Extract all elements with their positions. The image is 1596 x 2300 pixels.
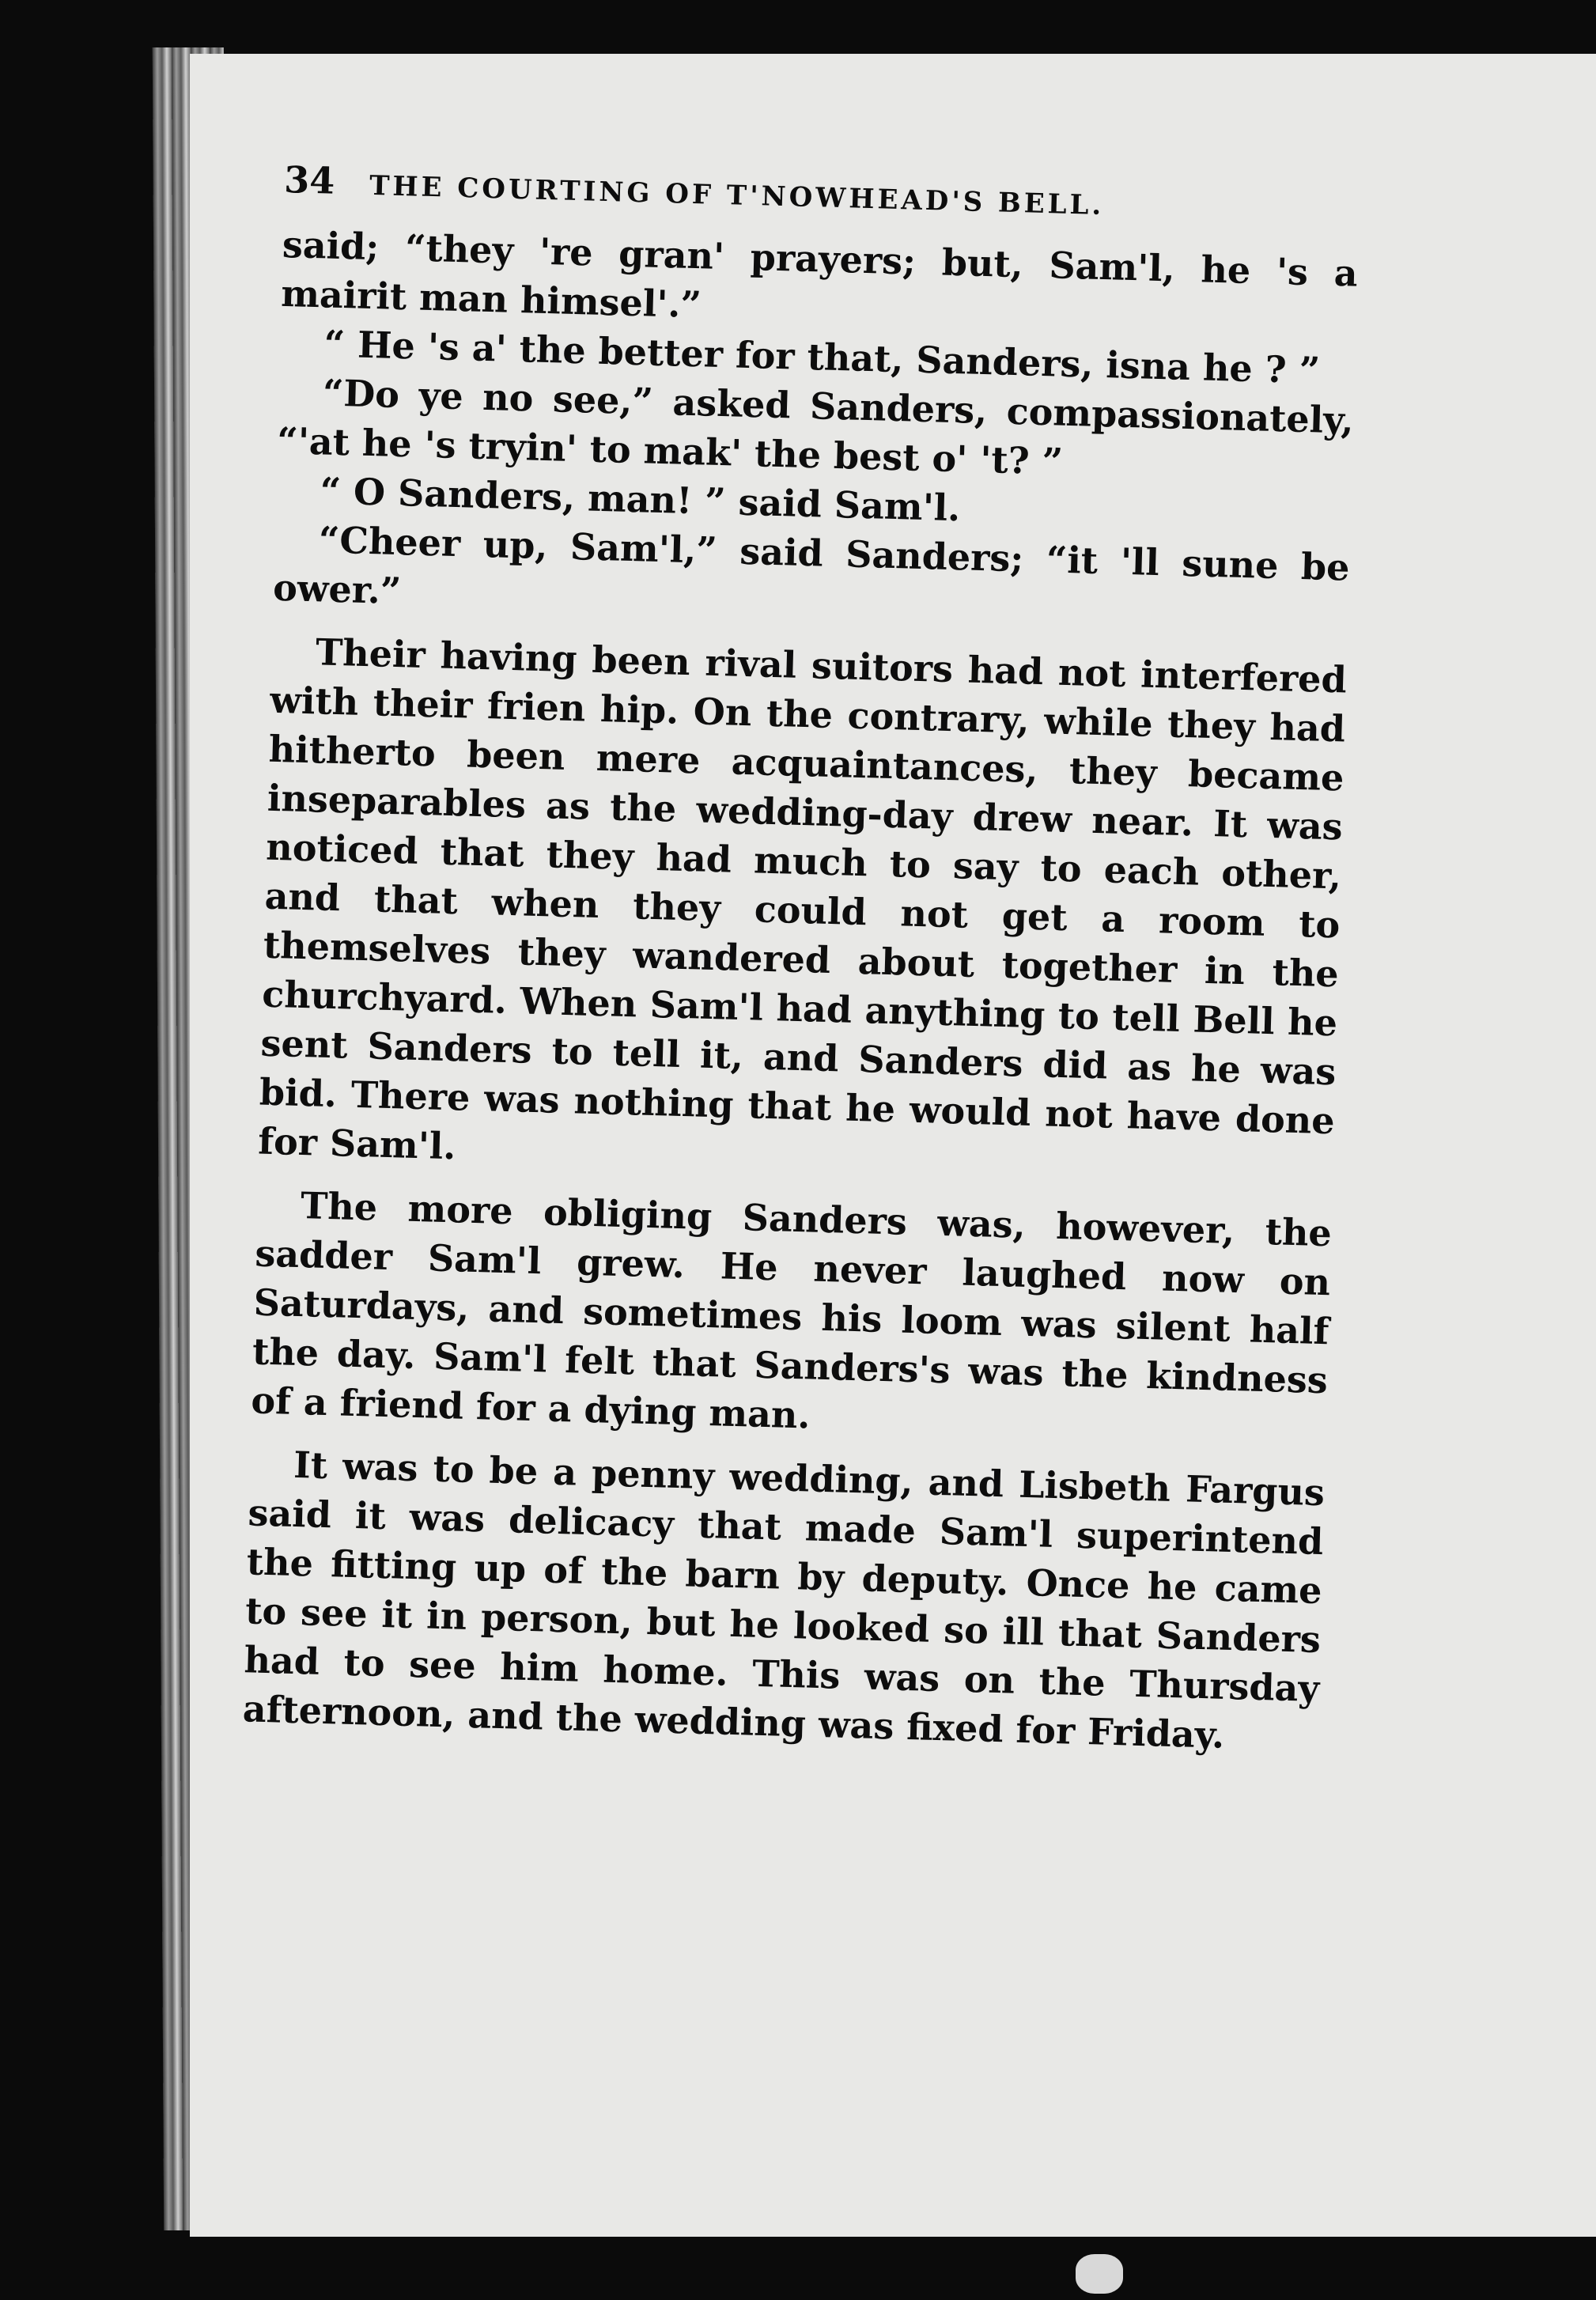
paper-tear-mark — [1076, 2254, 1123, 2294]
paragraph-8: It was to be a penny wedding, and Lisbeth Fargus said it was delicacy that made Sam'l superintend the fitting up of the barn by deputy. Once he came to see it in person, but he looked so ill that Sanders had to see him home. This was on the Thursday afternoon, and the wedding was fixed for Friday. — [242, 1443, 1326, 1757]
paragraph-6: Their having been rival suitors had not interfered with their frien hip. On the contrary, while they had hitherto been mere acquaintances, they became inseparables as the wedding-day drew near. It was noticed that they had much to say to each other, and that when they could not get a room to themselves they wandered about together in the churchyard. When Sam'l had anything to tell Bell he sent Sanders to tell it, and Sanders did as he was bid. There was nothing that he would not have done for Sam'l. — [257, 630, 1348, 1168]
page-text-block — [242, 158, 1360, 1762]
paragraph-1: said; “they 're gran' prayers; but, Sam'l, he 's a mairit man himsel'.” — [280, 222, 1359, 327]
paragraph-2: “ He 's a' the better for that, Sanders, isna he ? ” — [323, 322, 1321, 392]
paragraph-4: “ O Sanders, man! ” said Sam'l. — [319, 469, 961, 530]
page-number: 34 — [283, 158, 335, 202]
paragraph-7: The more obliging Sanders was, however, the sadder Sam'l grew. He never laughed now on Saturdays, and sometimes his loom was silent half the day. Sam'l felt that Sanders's was the kindness of a friend for a dying man. — [250, 1184, 1333, 1437]
running-head-title: THE COURTING OF T'NOWHEAD'S BELL. — [369, 169, 1105, 222]
paragraph-3: “Do ye no see,” asked Sanders, compassionately, “'at he 's tryin' to mak' the best o' 't? ” — [276, 371, 1355, 483]
paragraph-5: “Cheer up, Sam'l,” said Sanders; “it 'll sune be ower.” — [272, 518, 1351, 613]
